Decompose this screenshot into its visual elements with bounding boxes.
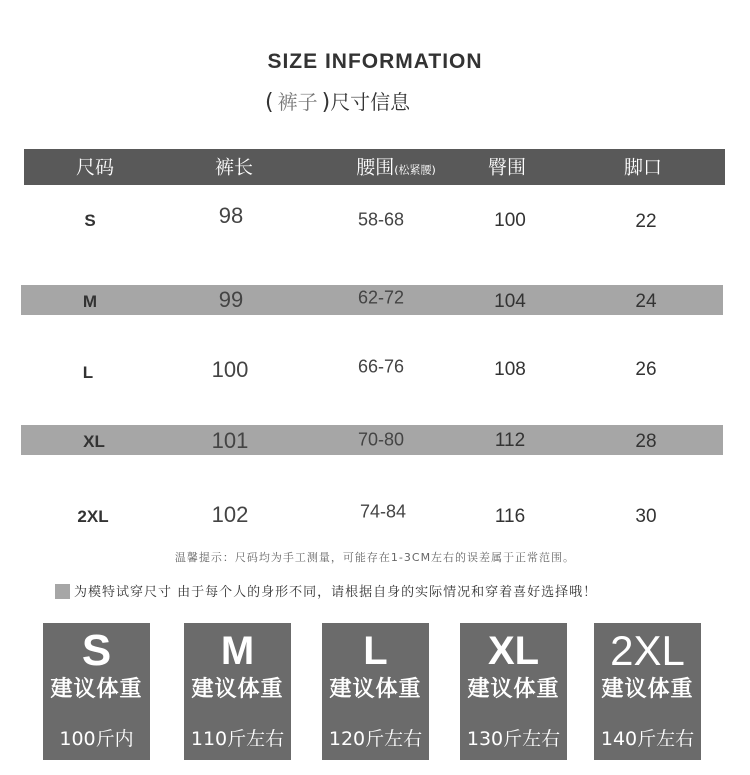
- model-note-text: 为模特试穿尺寸 由于每个人的身形不同，请根据自身的实际情况和穿着喜好选择哦！: [74, 585, 598, 600]
- model-note-swatch: [55, 584, 70, 599]
- weight-card-size: L: [363, 629, 388, 673]
- row-l-hip: 108: [494, 359, 526, 380]
- title-english: SIZE INFORMATION: [267, 50, 483, 73]
- header-hem: 脚口: [623, 156, 663, 179]
- row-s-hip: 100: [494, 210, 526, 231]
- row-l-waist: 66-76: [357, 356, 405, 377]
- title-chinese: [265, 86, 410, 115]
- row-s-length: 98: [218, 203, 244, 228]
- row-2xl-waist: 74-84: [359, 501, 407, 522]
- header-length: 裤长: [214, 156, 254, 179]
- row-2xl-hip: 116: [494, 506, 526, 527]
- row-2xl-hem: 30: [635, 506, 657, 527]
- header-waist: [356, 153, 436, 180]
- weight-card-size: S: [81, 626, 112, 675]
- weight-card-size: 2XL: [610, 627, 685, 674]
- row-m-hip: 104: [494, 291, 526, 312]
- row-m-size: M: [82, 292, 98, 311]
- weight-card-m: [184, 623, 291, 760]
- row-s-hem: 22: [635, 211, 657, 232]
- row-xl-hip: 112: [494, 430, 526, 451]
- weight-card-weight: 110斤左右: [190, 728, 285, 750]
- row-s-size: S: [84, 211, 96, 230]
- weight-card-l: [322, 623, 429, 760]
- title-open-paren: (: [265, 90, 274, 115]
- header-hip: 臀围: [487, 156, 527, 179]
- weight-card-weight: 140斤左右: [600, 728, 695, 750]
- weight-card-xl: [460, 623, 567, 760]
- title-close-paren: ): [321, 90, 331, 115]
- weight-card-2xl: [594, 623, 701, 760]
- title-category: 裤子: [277, 90, 318, 114]
- weight-card-weight: 120斤左右: [328, 728, 423, 750]
- weight-card-weight: 130斤左右: [466, 728, 561, 750]
- row-xl-hem: 28: [635, 431, 657, 452]
- weight-card-weight: 100斤内: [59, 728, 134, 750]
- row-xl-waist: 70-80: [357, 429, 405, 450]
- row-l-size: L: [82, 363, 94, 382]
- weight-card-label: 建议体重: [601, 677, 694, 702]
- weight-card-label: 建议体重: [467, 677, 560, 702]
- measurement-note: 温馨提示：尺码均为手工测量，可能存在1-3CM左右的误差属于正常范围。: [174, 551, 576, 564]
- header-size: 尺码: [75, 156, 115, 179]
- row-xl-size: XL: [83, 432, 105, 451]
- header-waist-label: 腰围: [356, 156, 395, 179]
- row-m-length: 99: [218, 287, 244, 312]
- title-suffix: 尺寸信息: [330, 90, 411, 114]
- model-note: [55, 581, 597, 600]
- row-l-length: 100: [211, 357, 249, 382]
- weight-card-s: [43, 623, 150, 760]
- row-m-waist: 62-72: [357, 287, 405, 308]
- row-m-hem: 24: [635, 291, 657, 312]
- weight-card-label: 建议体重: [50, 677, 143, 702]
- weight-card-label: 建议体重: [191, 677, 284, 702]
- header-waist-note: (松紧腰): [394, 163, 436, 177]
- row-2xl-length: 102: [211, 502, 249, 527]
- row-l-hem: 26: [635, 359, 657, 380]
- weight-card-size: XL: [487, 629, 540, 673]
- row-s-waist: 58-68: [357, 209, 405, 230]
- row-2xl-size: 2XL: [77, 507, 109, 526]
- weight-card-size: M: [220, 629, 255, 673]
- weight-card-label: 建议体重: [329, 677, 422, 702]
- row-xl-length: 101: [211, 428, 249, 453]
